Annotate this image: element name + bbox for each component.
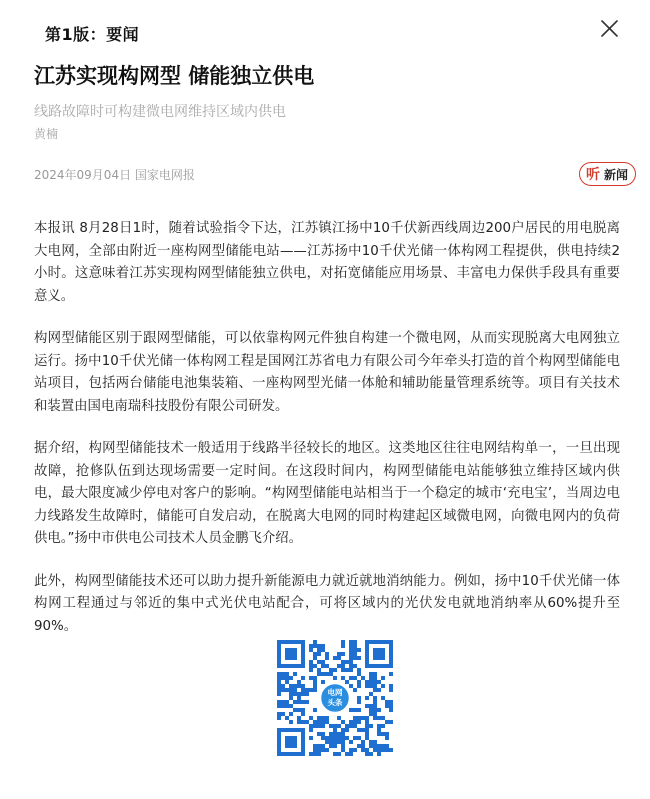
article-subheadline: 线路故障时可构建微电网维持区域内供电 [34, 104, 286, 120]
article [34, 60, 628, 658]
article-paragraph-3: 据介绍，构网型储能技术一般适用于线路半径较长的地区。这类地区往往电网结构单一，一旦出现故障，抢修队伍到达现场需要一定时间。在这段时间内，构网型储能电站能够独立维持区域内供电，最大限度减少停电对客户的影响。“构网型储能电站相当于一个稳定的城市‘充电宝’，当周边电力线路发生故障时，储能可自发启动，在脱离大电网的同时构建起区域微电网，向微电网内的负荷供电。”扬中市供电公司技术人员金鹏飞介绍。 [34, 441, 620, 546]
listen-label: 新闻 [603, 167, 628, 182]
qr-code-image [275, 638, 395, 758]
article-author: 黄楠 [34, 127, 59, 141]
listen-icon: 听 [585, 167, 600, 183]
article-paragraph-2: 构网型储能区别于跟网型储能，可以依靠构网元件独自构建一个微电网，从而实现脱离大电网独立运行。扬中10千伏光储一体构网工程是国网江苏省电力有限公司今年牵头打造的首个构网型储能电站项目，包括两台储能电池集装箱、一座构网型光储一体舱和辅助能量管理系统等。项目有关技术和装置由国电南瑞科技股份有限公司研发。 [34, 331, 620, 414]
section-title: 第1版：要闻 [45, 25, 140, 44]
article-headline: 江苏实现构网型 储能独立供电 [34, 64, 315, 88]
qr-logo-line1: 电网 [327, 688, 343, 697]
close-icon [596, 16, 622, 42]
top-bar [0, 0, 650, 56]
article-paragraph-4: 此外，构网型储能技术还可以助力提升新能源电力就近就地消纳能力。例如，扬中10千伏光储一体构网工程通过与邻近的集中式光伏电站配合，可将区域内的光伏发电就地消纳率从60%提升至90%。 [34, 573, 620, 634]
listen-news-button[interactable] [579, 162, 636, 186]
article-body [34, 218, 620, 638]
meta-row [34, 162, 628, 190]
article-paragraph-1: 本报讯 8月28日1时，随着试验指令下达，江苏镇江扬中10千伏新西线周边200户居民的用电脱离大电网，全部由附近一座构网型储能电站——江苏扬中10千伏光储一体构网工程提供，供电持续2小时。这意味着江苏实现构网型储能独立供电，对拓宽储能应用场景、丰富电力保供手段具有重要意义。 [34, 221, 620, 304]
qr-code [275, 638, 395, 758]
close-button[interactable] [596, 16, 622, 42]
article-date-source: 2024年09月04日 国家电网报 [34, 168, 195, 182]
qr-logo-line2: 头条 [327, 698, 343, 707]
